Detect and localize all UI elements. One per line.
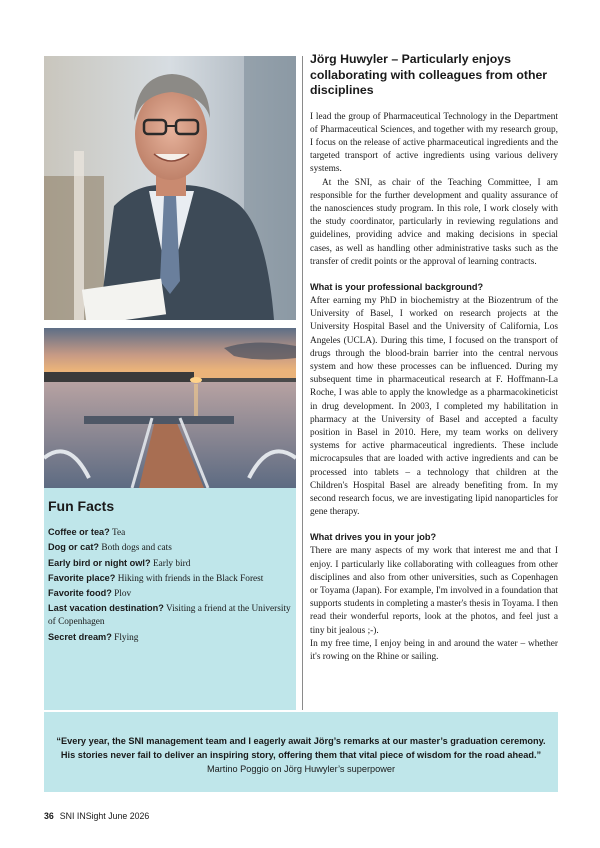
fun-fact-answer: Plov bbox=[114, 589, 132, 600]
fun-facts-heading: Fun Facts bbox=[48, 498, 115, 514]
fun-fact-item bbox=[48, 631, 292, 645]
fun-fact-answer: Both dogs and cats bbox=[101, 543, 172, 554]
lake-sunset-photo bbox=[44, 328, 296, 488]
article-title: Jörg Huwyler – Particularly enjoys collaborating with colleagues from other disciplines bbox=[310, 52, 548, 97]
portrait-photo bbox=[44, 56, 296, 320]
quote-attribution: Martino Poggio on Jörg Huwyler’s superpower bbox=[206, 764, 396, 774]
fun-fact-question: Secret dream? bbox=[48, 631, 112, 642]
fun-facts-list bbox=[48, 526, 292, 645]
fun-fact-item bbox=[48, 587, 292, 601]
fun-fact-item bbox=[48, 557, 292, 571]
question-heading: What is your professional background? bbox=[310, 281, 484, 292]
fun-fact-answer: Visiting a friend at the University of Copenhagen bbox=[48, 604, 291, 628]
fun-fact-answer: Flying bbox=[114, 632, 139, 643]
fun-fact-question: Dog or cat? bbox=[48, 542, 100, 553]
fun-fact-answer: Early bird bbox=[152, 558, 191, 569]
role-paragraph: At the SNI, as chair of the Teaching Committee, I am responsible for the further development and quality assurance of the nanosciences study program. In this role, I work closely with the study coordinator, particularly in reviewing regulations and guidelines, providing advice and making decisions in special cases, as well as handling other administrative tasks such as the transfer of credit points or the approval of learning contracts. bbox=[310, 177, 558, 267]
intro-paragraph: I lead the group of Pharmaceutical Technology in the Department of Pharmaceutical Sciences, and together with my research group, I focus on the release of active pharmaceutical ingredients and the targeted transport of active ingredients using various delivery systems. bbox=[310, 111, 558, 175]
lake-illustration bbox=[44, 328, 296, 488]
fun-fact-item bbox=[48, 572, 292, 586]
motivation-paragraph: There are many aspects of my work that interest me and that I enjoy. I particularly like collaborating with colleagues from other disciplines and also from other universities, such as Copenhagen or Toyama (Japan). For example, I'm involved in a foundation that supports students in completing a master's thesis in Toyama. I then read their wonderful reports, look at the photos, and feel just a tiny bit jealous ;-). bbox=[310, 546, 558, 636]
fun-facts-box bbox=[44, 488, 296, 710]
article-column bbox=[310, 52, 558, 664]
portrait-illustration bbox=[44, 56, 296, 320]
fun-fact-question: Coffee or tea? bbox=[48, 527, 110, 537]
fun-fact-question: Early bird or night owl? bbox=[48, 557, 151, 568]
fun-fact-item bbox=[48, 526, 292, 540]
fun-fact-question: Favorite place? bbox=[48, 572, 116, 583]
quote-box bbox=[44, 712, 558, 792]
quote-text: “Every year, the SNI management team and I eagerly await Jörg’s remarks at our master’s graduation ceremony. His stories never fail to deliver an inspiring story, offering them that vital piece of wisdom for the road ahead.” bbox=[56, 736, 546, 760]
page-number: 36 bbox=[44, 811, 54, 821]
question-heading: What drives you in your job? bbox=[310, 532, 437, 543]
publication-name: SNI INSight June 2026 bbox=[59, 811, 150, 821]
background-paragraph: After earning my PhD in biochemistry at the Biozentrum of the University of Basel, I worked on research projects at the University Hospital Basel and the University of California, Los Angeles (UCLA). During this time, I focused on the transport of drugs through the blood-brain barrier into the central nervous system and how these processes can be influenced. During my subsequent time in pharmaceutical research at F. Hoffmann-La Roche, I was able to apply the knowledge as a pharmacokineticist in drug development. In 2003, I completed my habilitation in pharmacy at the University of Basel and accepted a faculty position in Basel in 2010. Here, my team works on delivery systems for active pharmaceutical ingredients. These include microcapsules that are loaded with active ingredients and can be processed into tablets – a technology that children at the Children's Hospital Basel are already benefiting from. In my second research focus, we are investigating lipid nanoparticles for gene therapy. bbox=[310, 295, 558, 518]
column-divider bbox=[302, 56, 303, 710]
fun-fact-answer: Hiking with friends in the Black Forest bbox=[117, 573, 264, 584]
fun-fact-question: Favorite food? bbox=[48, 588, 112, 599]
free-time-paragraph: In my free time, I enjoy being in and around the water – whether it's rowing on the Rhine or sailing. bbox=[310, 638, 558, 663]
page-footer bbox=[44, 811, 149, 821]
fun-fact-question: Last vacation destination? bbox=[48, 603, 164, 614]
fun-fact-item bbox=[48, 541, 292, 555]
fun-fact-answer: Tea bbox=[111, 528, 126, 538]
fun-fact-item bbox=[48, 602, 292, 629]
